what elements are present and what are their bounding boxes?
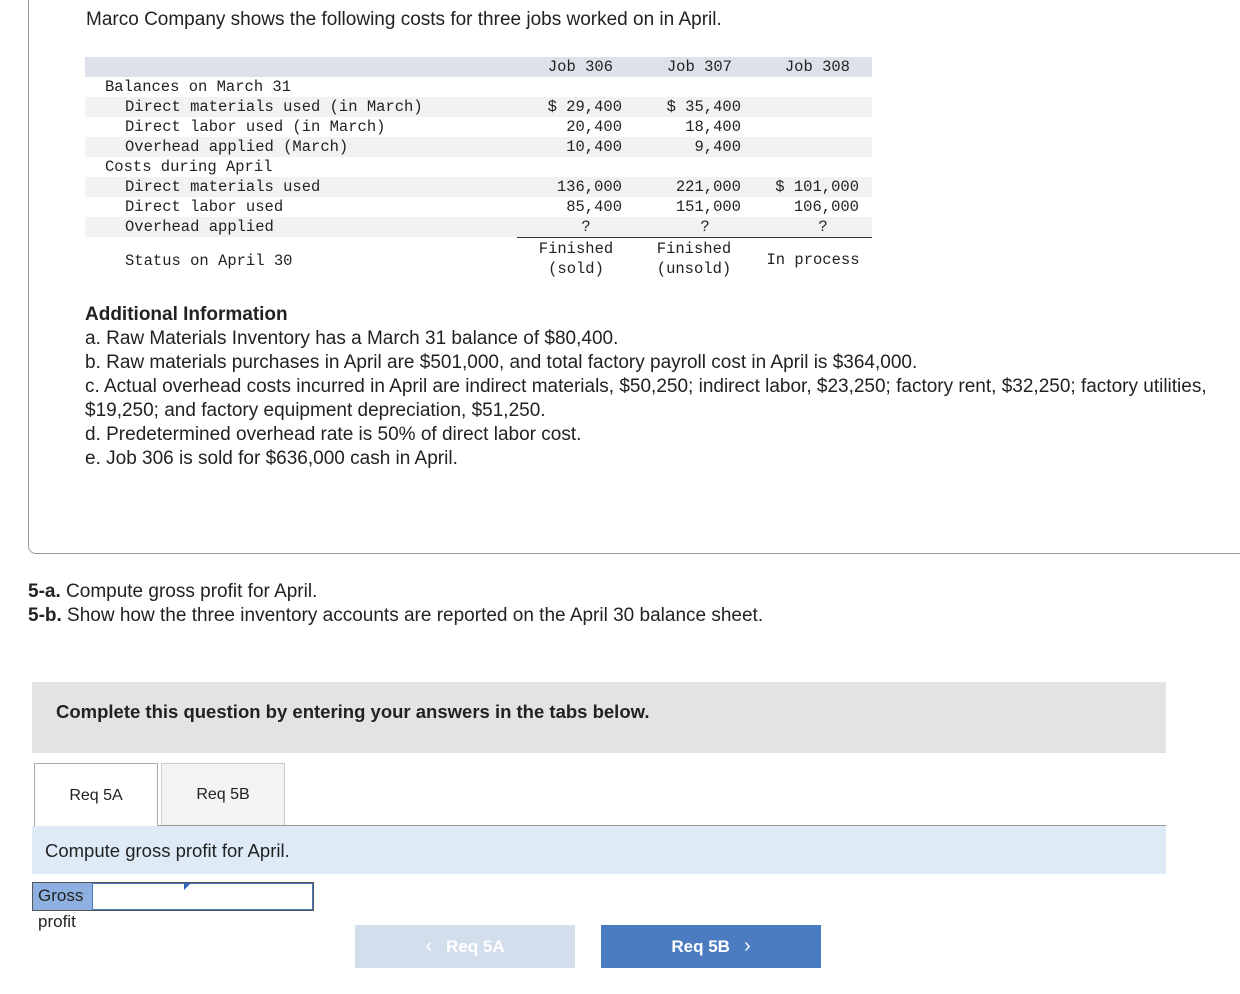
cell-job-307: $ 35,400 <box>666 98 741 116</box>
additional-item-c: c. Actual overhead costs incurred in April are indirect materials, $50,250; indirect labor, $23,250; factory rent, $32,250; factory utilities, $19,250; and factory equipment depreciation, $51,250. <box>85 376 1207 421</box>
header-job-308: Job 308 <box>784 58 850 76</box>
cell-job-306: 136,000 <box>556 178 622 196</box>
prev-req-5a-button[interactable]: ‹ Req 5A <box>355 925 575 968</box>
gross-profit-input[interactable] <box>92 883 313 910</box>
cell-job-306: 85,400 <box>566 198 622 216</box>
row-label: Direct materials used <box>125 178 321 196</box>
cell-job-306: ? <box>581 218 591 236</box>
additional-item-a: a. Raw Materials Inventory has a March 31 balance of $80,400. <box>85 328 619 349</box>
questions <box>28 580 763 628</box>
additional-information <box>85 303 1215 471</box>
additional-item-e: e. Job 306 is sold for $636,000 cash in April. <box>85 448 458 469</box>
status-job-307: Finished (unsold) <box>656 240 732 278</box>
table-row <box>85 77 872 97</box>
cell-job-307: ? <box>700 218 710 236</box>
table-body <box>85 77 872 237</box>
cell-job-308: ? <box>818 218 828 236</box>
row-label: Overhead applied <box>125 218 274 236</box>
question-5a: 5-a. Compute gross profit for April. <box>28 581 318 602</box>
panel-instruction: Compute gross profit for April. <box>45 840 290 861</box>
cell-job-306: 10,400 <box>566 138 622 156</box>
row-label: Direct materials used (in March) <box>125 98 423 116</box>
cell-job-308: 106,000 <box>793 198 859 216</box>
table-row <box>85 97 872 117</box>
gross-profit-row <box>32 882 314 931</box>
cell-job-308: $ 101,000 <box>775 178 859 196</box>
question-5b: 5-b. Show how the three inventory accounts are reported on the April 30 balance sheet. <box>28 605 764 626</box>
gross-profit-label: Gross profit <box>33 883 92 910</box>
cell-job-306: 20,400 <box>566 118 622 136</box>
tab-req-5b[interactable]: Req 5B <box>161 763 285 826</box>
chevron-left-icon: ‹ <box>425 935 433 957</box>
status-job-308: In process <box>766 251 860 269</box>
additional-item-b: b. Raw materials purchases in April are $501,000, and total factory payroll cost in April is $364,000. <box>85 352 918 373</box>
cell-job-307: 151,000 <box>675 198 741 216</box>
table-header-row <box>85 57 872 77</box>
problem-intro: Marco Company shows the following costs for three jobs worked on in April. <box>86 9 722 30</box>
job-cost-table <box>85 57 872 278</box>
instruction-text: Complete this question by entering your answers in the tabs below. <box>56 701 650 722</box>
instruction-banner <box>32 682 1166 753</box>
table-row <box>85 137 872 157</box>
cell-job-306: $ 29,400 <box>547 98 622 116</box>
next-req-5b-button[interactable]: Req 5B › <box>601 925 821 968</box>
input-flag-icon <box>184 883 191 890</box>
tab-panel-header <box>32 826 1166 874</box>
status-label: Status on April 30 <box>125 252 293 270</box>
row-label: Direct labor used <box>125 198 284 216</box>
header-job-306: Job 306 <box>547 58 613 76</box>
total-rule <box>517 237 872 238</box>
table-row <box>85 117 872 137</box>
table-row <box>85 197 872 217</box>
tab-req-5a[interactable]: Req 5A <box>34 763 158 827</box>
status-row <box>85 239 872 281</box>
header-job-307: Job 307 <box>666 58 732 76</box>
table-row <box>85 177 872 197</box>
table-row <box>85 217 872 237</box>
status-job-306: Finished (sold) <box>538 240 614 278</box>
additional-heading: Additional Information <box>85 304 288 325</box>
row-label: Costs during April <box>105 158 273 176</box>
table-row <box>85 157 872 177</box>
row-label: Overhead applied (March) <box>125 138 349 156</box>
cell-job-307: 221,000 <box>675 178 741 196</box>
row-label: Balances on March 31 <box>105 78 292 96</box>
cell-job-307: 18,400 <box>685 118 741 136</box>
additional-item-d: d. Predetermined overhead rate is 50% of direct labor cost. <box>85 424 582 445</box>
row-label: Direct labor used (in March) <box>125 118 386 136</box>
chevron-right-icon: › <box>743 935 751 957</box>
cell-job-307: 9,400 <box>694 138 741 156</box>
